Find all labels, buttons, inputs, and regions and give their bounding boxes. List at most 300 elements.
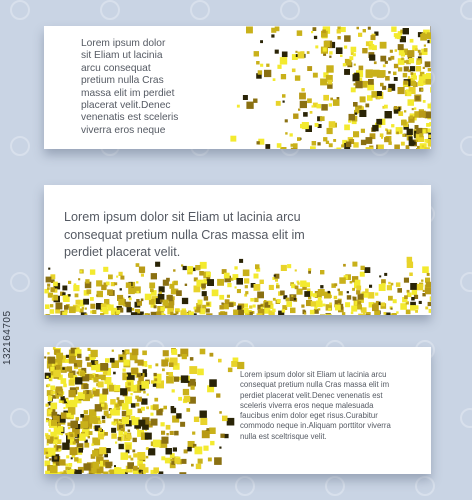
confetti-square — [141, 407, 145, 411]
confetti-square — [354, 83, 356, 85]
confetti-square — [227, 418, 235, 426]
confetti-square — [428, 68, 431, 71]
confetti-square — [371, 35, 376, 40]
confetti-square — [401, 53, 405, 57]
confetti-square — [323, 95, 329, 101]
confetti-square — [218, 359, 222, 363]
confetti-square — [121, 452, 129, 460]
confetti-square — [317, 104, 322, 109]
confetti-square — [384, 312, 387, 315]
confetti-square — [54, 427, 61, 434]
confetti-square — [291, 295, 293, 297]
confetti-square — [423, 100, 426, 103]
confetti-square — [295, 51, 297, 53]
confetti-square — [225, 299, 230, 304]
confetti-square — [102, 420, 105, 423]
confetti-square — [63, 407, 65, 409]
confetti-square — [76, 307, 80, 311]
confetti-square — [227, 283, 231, 287]
confetti-square — [131, 403, 136, 408]
confetti-square — [400, 130, 403, 133]
confetti-square — [149, 283, 155, 289]
confetti-square — [329, 121, 336, 128]
confetti-square — [308, 271, 311, 274]
confetti-square — [204, 296, 208, 300]
confetti-square — [365, 270, 368, 273]
confetti-square — [320, 270, 324, 274]
confetti-square — [61, 412, 67, 418]
confetti-square — [307, 98, 312, 103]
confetti-square — [271, 34, 274, 37]
confetti-square — [290, 308, 296, 314]
confetti-square — [183, 389, 189, 395]
confetti-square — [403, 73, 408, 78]
confetti-square — [345, 302, 350, 307]
confetti-square — [173, 269, 175, 271]
confetti-square — [272, 309, 275, 312]
confetti-square — [277, 65, 281, 69]
confetti-square — [388, 129, 390, 131]
confetti-square — [260, 64, 263, 67]
confetti-square — [159, 292, 162, 295]
confetti-square — [49, 379, 51, 381]
confetti-square — [202, 305, 206, 309]
confetti-square — [333, 99, 340, 106]
confetti-square — [74, 363, 77, 366]
confetti-square — [176, 290, 182, 296]
confetti-square — [391, 124, 394, 127]
confetti-square — [376, 119, 382, 125]
confetti-square — [128, 469, 131, 472]
confetti-square — [388, 71, 391, 74]
confetti-square — [311, 301, 316, 306]
confetti-square — [351, 47, 357, 53]
confetti-square — [69, 380, 75, 386]
confetti-square — [219, 411, 222, 414]
confetti-square — [383, 64, 386, 67]
confetti-square — [190, 357, 194, 361]
confetti-square — [208, 275, 210, 277]
confetti-square — [295, 286, 299, 290]
confetti-square — [350, 281, 353, 284]
confetti-square — [407, 129, 413, 135]
confetti-square — [201, 284, 206, 289]
confetti-square — [329, 56, 331, 58]
confetti-square — [318, 289, 325, 296]
confetti-square — [415, 48, 418, 51]
confetti-square — [126, 409, 132, 415]
confetti-square — [358, 33, 362, 37]
confetti-square — [427, 32, 431, 39]
confetti-square — [198, 300, 203, 305]
confetti-square — [330, 98, 333, 101]
confetti-square — [411, 72, 414, 75]
confetti-square — [365, 104, 369, 108]
confetti-square — [133, 453, 137, 457]
confetti-square — [135, 396, 139, 400]
confetti-square — [363, 29, 366, 32]
confetti-square — [74, 434, 77, 437]
watermark-mark — [461, 137, 472, 155]
confetti-square — [220, 434, 224, 438]
watermark-mark — [416, 477, 434, 495]
confetti-square — [146, 406, 149, 409]
confetti-square — [219, 305, 223, 309]
confetti-square — [428, 302, 431, 306]
confetti-square — [68, 294, 70, 296]
confetti-square — [50, 309, 55, 314]
confetti-square — [353, 142, 358, 147]
confetti-square — [176, 413, 181, 418]
confetti-square — [224, 312, 227, 315]
confetti-square — [53, 296, 58, 301]
confetti-square — [90, 269, 95, 274]
confetti-square — [70, 434, 73, 437]
confetti-square — [312, 141, 317, 146]
confetti-square — [325, 314, 332, 315]
confetti-square — [282, 94, 286, 98]
confetti-square — [422, 266, 429, 273]
confetti-square — [62, 292, 65, 295]
confetti-square — [257, 292, 264, 299]
confetti-square — [47, 284, 50, 287]
confetti-square — [380, 42, 387, 49]
confetti-square — [416, 60, 421, 65]
confetti-square — [90, 297, 94, 301]
banner-text: Lorem ipsum dolor sit Eliam ut lacinia arcu consequat pretium nulla Cras massa elit im perdiet placerat velit.Denec venenatis est sceleris viverra eros neque malesuada faucibus enim dolor eget risus.Curabitur commodo neque in.Aliquam porttitor viverra nulla est sceltrisque velit. — [240, 370, 391, 441]
confetti-square — [189, 312, 194, 316]
confetti-square — [187, 266, 193, 272]
confetti-square — [419, 301, 422, 304]
confetti-square — [108, 275, 111, 278]
confetti-square — [368, 27, 371, 30]
confetti-square — [143, 391, 146, 394]
watermark-mark — [11, 273, 29, 291]
confetti-square — [95, 374, 98, 377]
confetti-square — [359, 110, 366, 117]
confetti-square — [78, 433, 85, 440]
confetti-square — [320, 116, 325, 121]
confetti-square — [98, 421, 101, 424]
confetti-square — [135, 360, 139, 364]
confetti-square — [353, 297, 357, 301]
confetti-square — [281, 265, 287, 271]
confetti-square — [404, 295, 408, 299]
confetti-square — [337, 29, 341, 33]
confetti-square — [67, 469, 74, 474]
confetti-square — [303, 112, 308, 117]
confetti-square — [53, 282, 58, 287]
confetti-square — [129, 297, 132, 300]
confetti-square — [307, 51, 310, 54]
confetti-square — [293, 114, 298, 119]
confetti-square — [273, 78, 276, 81]
confetti-square — [412, 290, 417, 295]
confetti-square — [243, 308, 248, 313]
confetti-square — [407, 290, 410, 293]
confetti-square — [74, 457, 78, 461]
confetti-square — [61, 433, 63, 435]
confetti-square — [150, 413, 153, 416]
confetti-square — [360, 272, 365, 277]
confetti-square — [281, 74, 286, 79]
confetti-square — [299, 93, 306, 100]
confetti-square — [128, 288, 135, 295]
confetti-square — [148, 448, 155, 455]
confetti-square — [400, 36, 406, 42]
confetti-square — [50, 449, 53, 452]
confetti-square — [413, 142, 416, 145]
confetti-square — [282, 309, 285, 312]
confetti-square — [90, 304, 95, 309]
confetti-square — [45, 304, 50, 309]
confetti-square — [378, 145, 384, 150]
confetti-square — [169, 363, 174, 368]
confetti-square — [84, 410, 88, 414]
confetti-square — [131, 416, 135, 420]
confetti-square — [257, 141, 260, 144]
confetti-square — [408, 99, 415, 106]
confetti-square — [246, 27, 253, 34]
confetti-square — [430, 87, 431, 93]
confetti-square — [65, 359, 69, 363]
confetti-square — [128, 430, 131, 433]
confetti-square — [304, 291, 310, 297]
confetti-square — [109, 415, 112, 418]
watermark-mark — [371, 1, 389, 19]
confetti-square — [425, 288, 431, 295]
confetti-square — [114, 465, 116, 467]
confetti-square — [237, 306, 241, 310]
confetti-square — [258, 70, 262, 74]
confetti-square — [377, 91, 382, 96]
confetti-square — [89, 392, 92, 395]
confetti-square — [85, 279, 89, 283]
confetti-square — [120, 388, 127, 395]
confetti-square — [316, 301, 323, 308]
confetti-square — [197, 369, 204, 376]
confetti-square — [362, 48, 367, 53]
confetti-square — [216, 393, 220, 397]
confetti-square — [89, 394, 93, 398]
confetti-square — [137, 291, 140, 294]
confetti-square — [87, 362, 91, 366]
confetti-square — [353, 53, 356, 56]
confetti-square — [46, 376, 48, 378]
confetti-square — [359, 66, 364, 71]
confetti-square — [187, 447, 192, 452]
confetti-square — [246, 102, 253, 109]
confetti-square — [178, 397, 182, 401]
confetti-square — [89, 431, 93, 435]
confetti-square — [357, 27, 360, 30]
confetti-square — [327, 128, 333, 134]
confetti-square — [344, 35, 351, 42]
confetti-square — [50, 403, 57, 410]
confetti-square — [214, 457, 222, 465]
confetti-square — [115, 442, 117, 444]
confetti-square — [256, 61, 260, 65]
confetti-square — [98, 428, 102, 432]
confetti-square — [304, 312, 306, 314]
confetti-square — [118, 437, 122, 441]
confetti-square — [124, 360, 130, 366]
confetti-square — [339, 277, 346, 284]
confetti-square — [394, 64, 398, 68]
confetti-square — [114, 467, 121, 474]
confetti-square — [153, 383, 157, 387]
confetti-square — [236, 278, 243, 285]
confetti-square — [379, 284, 386, 291]
confetti-square — [47, 443, 49, 445]
confetti-square — [153, 440, 161, 448]
confetti-square — [401, 58, 404, 61]
confetti-square — [394, 77, 398, 81]
confetti-square — [138, 420, 145, 427]
confetti-square — [119, 431, 124, 436]
confetti-square — [44, 356, 46, 358]
confetti-square — [368, 79, 374, 85]
confetti-square — [424, 45, 426, 47]
confetti-square — [166, 433, 168, 435]
confetti-square — [264, 300, 266, 302]
confetti-square — [161, 313, 164, 315]
confetti-square — [120, 288, 122, 290]
confetti-square — [391, 283, 394, 286]
confetti-square — [83, 463, 90, 470]
confetti-square — [351, 87, 356, 92]
confetti-square — [326, 65, 333, 72]
confetti-square — [297, 137, 301, 141]
confetti-square — [221, 303, 223, 305]
confetti-square — [182, 298, 188, 304]
confetti-square — [344, 69, 350, 75]
confetti-square — [228, 368, 233, 373]
confetti-square — [346, 142, 352, 148]
confetti-square — [160, 288, 164, 292]
confetti-square — [179, 472, 186, 474]
confetti-square — [411, 81, 416, 86]
confetti-square — [171, 406, 175, 410]
confetti-square — [322, 30, 326, 34]
confetti-square — [117, 397, 120, 400]
confetti-square — [388, 88, 392, 92]
confetti-square — [327, 80, 332, 85]
confetti-square — [63, 384, 67, 388]
confetti-square — [349, 56, 353, 60]
confetti-square — [366, 137, 373, 144]
confetti-square — [122, 403, 129, 410]
confetti-square — [254, 284, 261, 291]
watermark-mark — [461, 409, 472, 427]
confetti-square — [180, 422, 185, 427]
confetti-square — [46, 420, 48, 422]
confetti-square — [71, 457, 73, 459]
confetti-square — [210, 353, 214, 357]
confetti-square — [202, 430, 210, 438]
confetti-square — [46, 277, 52, 283]
confetti-square — [174, 431, 179, 436]
confetti-square — [76, 300, 81, 305]
confetti-square — [53, 391, 55, 393]
confetti-square — [407, 262, 413, 268]
confetti-square — [192, 382, 196, 386]
confetti-square — [163, 350, 169, 356]
confetti-square — [380, 133, 384, 137]
confetti-square — [101, 404, 104, 407]
confetti-square — [291, 148, 298, 149]
confetti-square — [54, 456, 57, 459]
confetti-square — [333, 139, 336, 142]
watermark-mark — [11, 1, 29, 19]
confetti-square — [358, 314, 365, 315]
confetti-square — [373, 70, 380, 77]
confetti-square — [125, 396, 133, 404]
confetti-square — [372, 304, 379, 311]
confetti-square — [286, 298, 290, 302]
confetti-square — [410, 39, 414, 43]
confetti-square — [112, 350, 114, 352]
confetti-square — [73, 285, 79, 291]
confetti-square — [166, 376, 174, 384]
confetti-square — [275, 279, 278, 282]
confetti-square — [126, 282, 132, 288]
stock-id-watermark: 132164705 — [2, 310, 13, 365]
confetti-square — [133, 466, 138, 471]
confetti-square — [46, 435, 50, 439]
confetti-square — [398, 87, 405, 94]
confetti-square — [159, 473, 163, 474]
confetti-square — [388, 282, 391, 285]
confetti-square — [191, 386, 195, 390]
confetti-square — [137, 452, 145, 460]
confetti-square — [184, 449, 188, 453]
confetti-square — [62, 312, 67, 315]
confetti-square — [101, 307, 106, 312]
confetti-square — [355, 113, 357, 115]
confetti-square — [131, 458, 134, 461]
confetti-square — [222, 416, 228, 422]
confetti-square — [133, 438, 137, 442]
confetti-square — [161, 437, 168, 444]
confetti-square — [146, 447, 149, 450]
confetti-square — [145, 313, 148, 315]
confetti-square — [102, 416, 105, 419]
confetti-square — [172, 389, 175, 392]
confetti-square — [314, 36, 317, 39]
confetti-square — [406, 310, 411, 315]
confetti-square — [423, 67, 425, 69]
confetti-square — [208, 458, 212, 462]
confetti-square — [75, 470, 82, 474]
confetti-square — [91, 444, 93, 446]
confetti-square — [295, 269, 297, 271]
confetti-square — [396, 311, 398, 313]
confetti-square — [334, 283, 337, 286]
confetti-square — [99, 397, 104, 402]
confetti-square — [61, 378, 67, 384]
confetti-square — [328, 308, 331, 311]
confetti-square — [344, 125, 350, 131]
confetti-square — [418, 81, 423, 86]
confetti-square — [145, 294, 151, 300]
watermark-mark — [11, 409, 29, 427]
confetti-square — [260, 40, 263, 43]
confetti-square — [410, 115, 413, 118]
confetti-square — [80, 270, 82, 272]
confetti-square — [384, 273, 387, 276]
confetti-square — [341, 144, 344, 147]
